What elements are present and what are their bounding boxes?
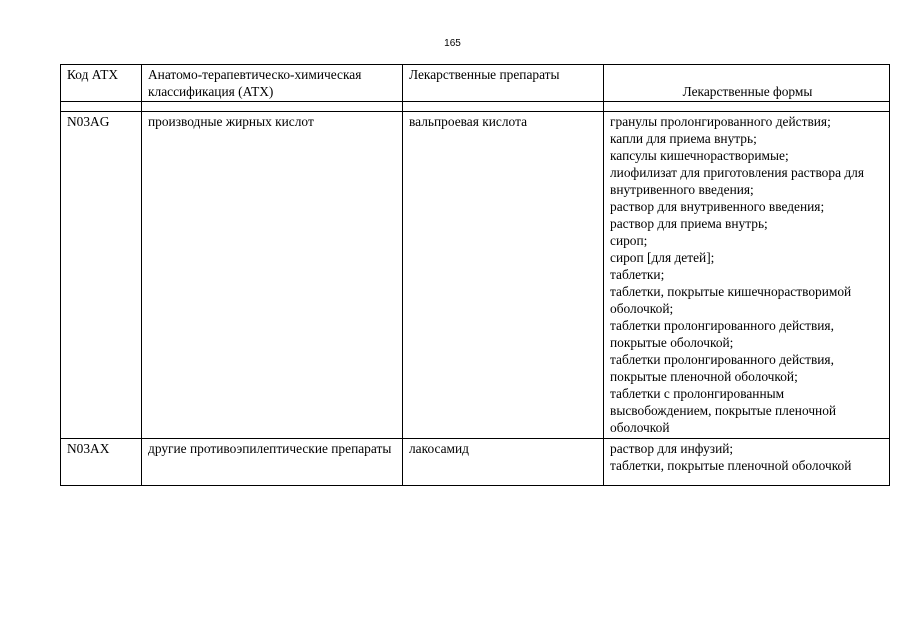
form-item: сироп [для детей]; — [610, 250, 715, 265]
form-item: таблетки, покрытые кишечнорастворимой оболочкой; — [610, 284, 852, 316]
forms-cell — [604, 112, 890, 439]
header-code: Код АТХ — [61, 65, 142, 102]
form-item: таблетки с пролонгированным высвобождением, покрытые пленочной оболочкой — [610, 386, 837, 435]
form-item: сироп; — [610, 233, 648, 248]
code-cell: N03AG — [61, 112, 142, 439]
atx-table — [60, 64, 890, 486]
header-forms: Лекарственные формы — [604, 65, 890, 102]
form-item: таблетки; — [610, 267, 665, 282]
form-item: капсулы кишечнорастворимые; — [610, 148, 789, 163]
header-drugs: Лекарственные препараты — [403, 65, 604, 102]
form-item: раствор для инфузий; — [610, 441, 734, 456]
header-classification: Анатомо-терапевтическо-химическая классификация (АТХ) — [142, 65, 403, 102]
page-number: 165 — [444, 38, 461, 49]
spacer-row — [61, 102, 890, 112]
form-item: таблетки пролонгированного действия, покрытые оболочкой; — [610, 318, 834, 350]
classification-cell: другие противоэпилептические препараты — [142, 439, 403, 486]
form-item: гранулы пролонгированного действия; — [610, 114, 831, 129]
forms-cell — [604, 439, 890, 486]
drug-cell: вальпроевая кислота — [403, 112, 604, 439]
form-item: таблетки, покрытые пленочной оболочкой — [610, 458, 852, 473]
form-item: лиофилизат для приготовления раствора для внутривенного введения; — [610, 165, 865, 197]
drug-cell: лакосамид — [403, 439, 604, 486]
form-item: капли для приема внутрь; — [610, 131, 757, 146]
table-row — [61, 112, 890, 439]
form-item: раствор для внутривенного введения; — [610, 199, 825, 214]
code-cell: N03AX — [61, 439, 142, 486]
form-item: раствор для приема внутрь; — [610, 216, 768, 231]
classification-cell: производные жирных кислот — [142, 112, 403, 439]
form-item: таблетки пролонгированного действия, покрытые пленочной оболочкой; — [610, 352, 834, 384]
table-row — [61, 439, 890, 486]
table-header-row — [61, 65, 890, 102]
